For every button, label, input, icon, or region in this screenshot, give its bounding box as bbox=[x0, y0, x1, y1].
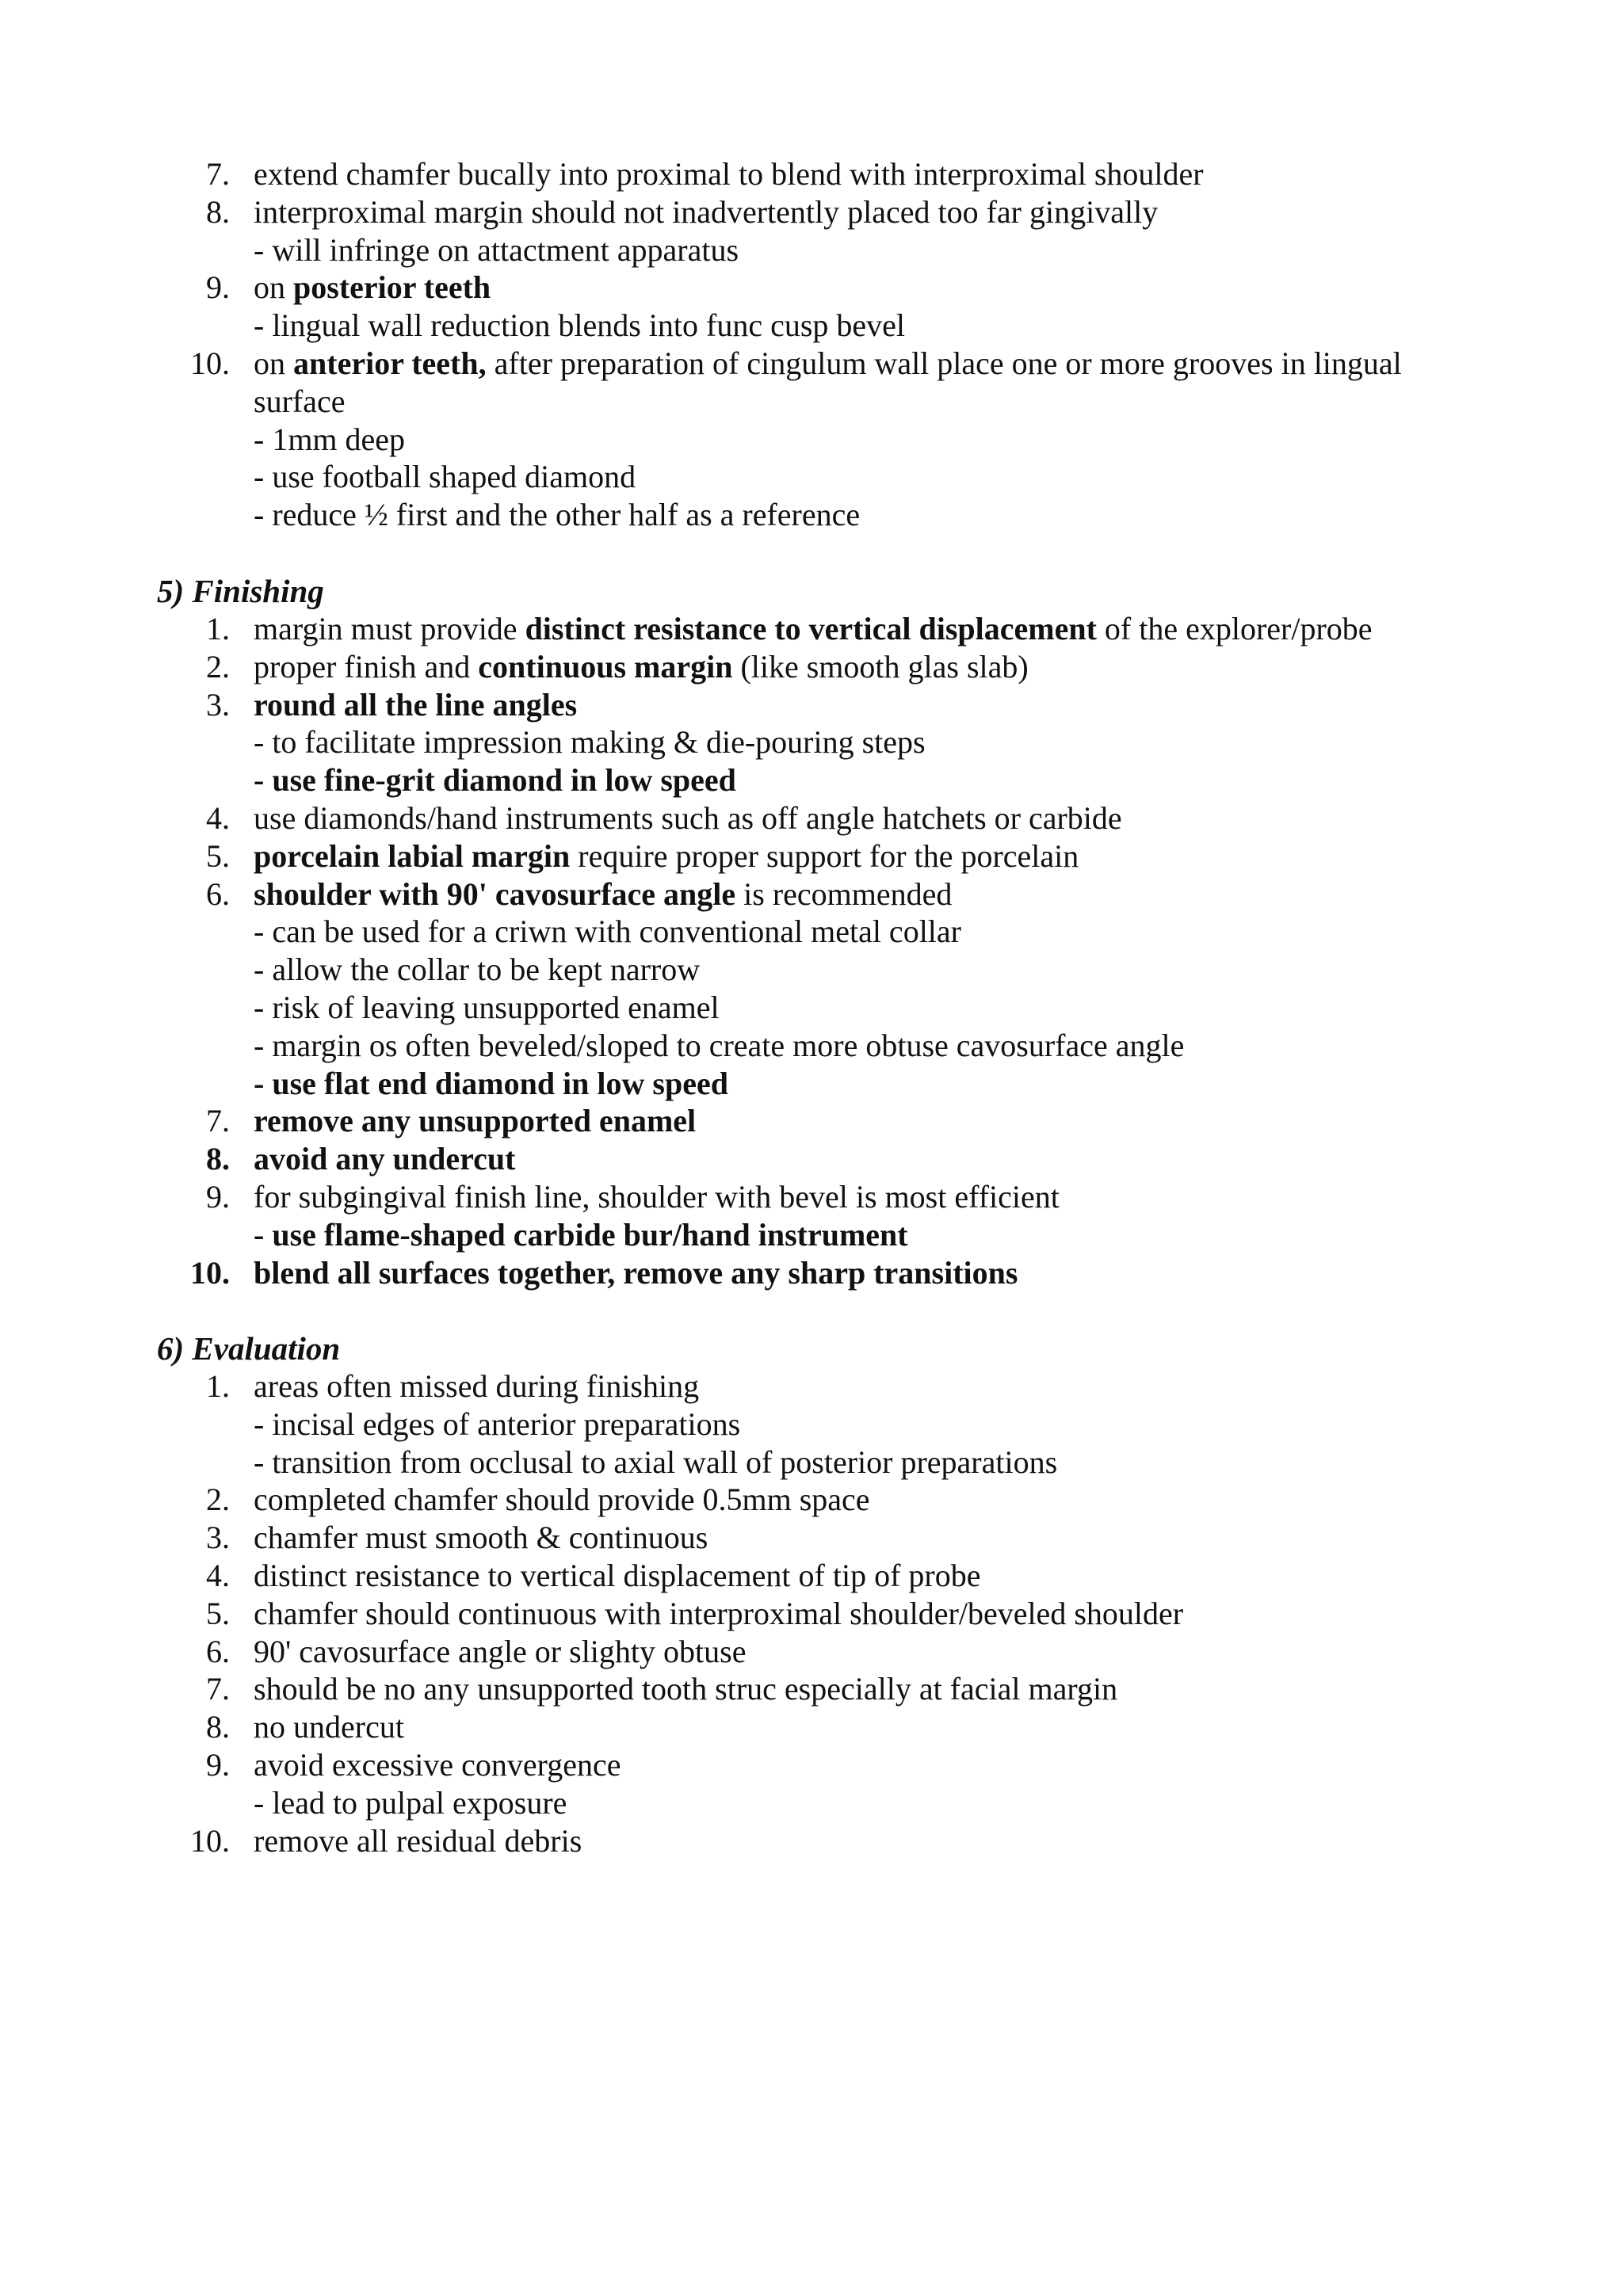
list-subitem bbox=[0, 1027, 1623, 1065]
list-item-text bbox=[254, 1405, 740, 1444]
list-item-text bbox=[254, 1633, 746, 1671]
list-item-number: 8. bbox=[206, 1141, 230, 1177]
list-item-text bbox=[254, 610, 1373, 648]
list-item-text bbox=[254, 1367, 699, 1405]
list-subitem bbox=[0, 1405, 1623, 1444]
text-run: on bbox=[254, 269, 293, 306]
list-item bbox=[0, 610, 1623, 648]
list-subitem bbox=[0, 421, 1623, 459]
list-item-text bbox=[254, 723, 926, 761]
text-run: (like smooth glas slab) bbox=[732, 648, 1029, 685]
list-subitem bbox=[0, 1216, 1623, 1254]
list-subitem bbox=[0, 1784, 1623, 1822]
list-item-number: 5. bbox=[206, 1595, 230, 1631]
list-item bbox=[0, 1254, 1623, 1292]
list-subitem bbox=[0, 723, 1623, 761]
list-item bbox=[0, 837, 1623, 875]
list-item bbox=[0, 1822, 1623, 1860]
bold-text-run: - use fine-grit diamond in low speed bbox=[254, 762, 736, 799]
list-item-text bbox=[254, 1254, 1018, 1292]
list-item bbox=[0, 1481, 1623, 1519]
bold-text-run: round all the line angles bbox=[254, 686, 578, 723]
text-run: 90' cavosurface angle or slighty obtuse bbox=[254, 1633, 747, 1669]
text-run: distinct resistance to vertical displacement of tip of probe bbox=[254, 1558, 981, 1593]
list-item-text bbox=[254, 383, 345, 421]
text-run: - reduce ½ first and the other half as a reference bbox=[254, 497, 861, 533]
list-subitem bbox=[0, 383, 1623, 421]
list-item-text bbox=[254, 648, 1029, 686]
list-item bbox=[0, 269, 1623, 307]
text-run: - to facilitate impression making & die-pouring steps bbox=[254, 724, 926, 761]
list-item-number: 8. bbox=[206, 193, 230, 230]
list-item-number: 10. bbox=[190, 345, 230, 381]
list-item-number: 4. bbox=[206, 1558, 230, 1593]
list-item-text bbox=[254, 1784, 567, 1822]
text-run: - will infringe on attactment apparatus bbox=[254, 231, 739, 268]
list-item-text bbox=[254, 1481, 870, 1519]
list-item-number: 2. bbox=[206, 648, 230, 685]
list-item-text bbox=[254, 1102, 696, 1140]
list-item-text bbox=[254, 951, 700, 989]
list-item-number: 8. bbox=[206, 1709, 230, 1745]
list-subitem bbox=[0, 496, 1623, 534]
list-item-text bbox=[254, 686, 577, 724]
list-item-text bbox=[254, 1216, 908, 1254]
list-item-text bbox=[254, 231, 739, 269]
list-item-number: 1. bbox=[206, 611, 230, 646]
text-run: no undercut bbox=[254, 1709, 404, 1745]
text-run: margin must provide bbox=[254, 611, 525, 646]
text-run: for subgingival finish line, shoulder with bevel is most efficient bbox=[254, 1179, 1060, 1215]
text-run: is recommended bbox=[735, 875, 953, 912]
list-subitem bbox=[0, 307, 1623, 345]
list-item-text bbox=[254, 799, 1122, 837]
list-item bbox=[0, 648, 1623, 686]
list-item bbox=[0, 1708, 1623, 1746]
list-item bbox=[0, 193, 1623, 231]
list-item-text bbox=[254, 1444, 1057, 1482]
list-item-number: 5. bbox=[206, 837, 230, 874]
list-item-text bbox=[254, 1557, 980, 1595]
list-item-number: 9. bbox=[206, 1747, 230, 1783]
list-item-number: 9. bbox=[206, 269, 230, 306]
text-run: - lead to pulpal exposure bbox=[254, 1784, 567, 1821]
text-run: on bbox=[254, 345, 293, 381]
text-run: - use football shaped diamond bbox=[254, 459, 636, 495]
bold-text-run: shoulder with 90' cavosurface angle bbox=[254, 875, 736, 912]
text-run: surface bbox=[254, 383, 346, 419]
list-item-text bbox=[254, 307, 905, 345]
list-item bbox=[0, 1633, 1623, 1671]
text-run: - lingual wall reduction blends into func cusp bevel bbox=[254, 307, 906, 344]
list-item-text bbox=[254, 875, 952, 913]
list-item-text bbox=[254, 1065, 728, 1103]
bold-text-run: avoid any undercut bbox=[254, 1141, 516, 1177]
list-subitem bbox=[0, 1444, 1623, 1482]
bold-text-run: distinct resistance to vertical displacement bbox=[525, 611, 1097, 646]
list-item-number: 9. bbox=[206, 1179, 230, 1215]
list-item-number: 7. bbox=[206, 1103, 230, 1139]
list-item bbox=[0, 1557, 1623, 1595]
text-run: - 1mm deep bbox=[254, 421, 406, 457]
list-item-text bbox=[254, 269, 491, 307]
bold-text-run: blend all surfaces together, remove any sharp transitions bbox=[254, 1254, 1018, 1291]
list-item bbox=[0, 875, 1623, 913]
list-subitem bbox=[0, 989, 1623, 1027]
list-item-text bbox=[254, 458, 636, 496]
list-item bbox=[0, 1102, 1623, 1140]
text-run: extend chamfer bucally into proximal to blend with interproximal shoulder bbox=[254, 156, 1204, 192]
list-item bbox=[0, 1367, 1623, 1405]
list-item-text bbox=[254, 496, 860, 534]
list-item-number: 10. bbox=[190, 1254, 230, 1291]
text-run: - can be used for a criwn with conventional metal collar bbox=[254, 913, 961, 950]
list-item-number: 6. bbox=[206, 875, 230, 912]
bold-text-run: - use flat end diamond in low speed bbox=[254, 1065, 728, 1101]
list-item-number: 7. bbox=[206, 156, 230, 192]
text-run: remove all residual debris bbox=[254, 1822, 582, 1859]
list-item-text bbox=[254, 1140, 515, 1178]
list-item bbox=[0, 1670, 1623, 1708]
list-item-number: 7. bbox=[206, 1671, 230, 1707]
list-item-number: 2. bbox=[206, 1482, 230, 1518]
list-item-text bbox=[254, 1670, 1117, 1708]
text-run: - allow the collar to be kept narrow bbox=[254, 952, 701, 988]
list-item-text bbox=[254, 989, 720, 1027]
list-item-number: 6. bbox=[206, 1633, 230, 1669]
list-item-text bbox=[254, 421, 405, 459]
text-run: interproximal margin should not inadvertently placed too far gingivally bbox=[254, 193, 1159, 230]
text-run: - margin os often beveled/sloped to create more obtuse cavosurface angle bbox=[254, 1027, 1185, 1063]
section-title-evaluation: 6) Evaluation bbox=[157, 1330, 341, 1367]
list-item-text bbox=[254, 345, 1402, 383]
text-run: avoid excessive convergence bbox=[254, 1747, 621, 1783]
list-item-text bbox=[254, 1027, 1184, 1065]
list-item-text bbox=[254, 193, 1158, 231]
bold-text-run: remove any unsupported enamel bbox=[254, 1103, 697, 1139]
section-title-finishing: 5) Finishing bbox=[157, 573, 324, 609]
list-item-text bbox=[254, 1595, 1183, 1633]
list-item-number: 3. bbox=[206, 686, 230, 723]
list-item bbox=[0, 345, 1623, 383]
list-item bbox=[0, 155, 1623, 193]
text-run: completed chamfer should provide 0.5mm space bbox=[254, 1482, 870, 1518]
text-run: chamfer should continuous with interproximal shoulder/beveled shoulder bbox=[254, 1595, 1184, 1631]
text-run: proper finish and bbox=[254, 648, 479, 685]
list-item bbox=[0, 686, 1623, 724]
bold-text-run: - use flame-shaped carbide bur/hand instrument bbox=[254, 1216, 908, 1253]
list-item-text bbox=[254, 1746, 621, 1784]
list-item-text bbox=[254, 837, 1079, 875]
list-subitem bbox=[0, 458, 1623, 496]
text-run: areas often missed during finishing bbox=[254, 1368, 700, 1404]
list-item bbox=[0, 1746, 1623, 1784]
text-run: - incisal edges of anterior preparations bbox=[254, 1405, 741, 1442]
list-item-number: 10. bbox=[190, 1822, 230, 1859]
list-item bbox=[0, 1519, 1623, 1557]
list-item-text bbox=[254, 155, 1204, 193]
bold-text-run: anterior teeth, bbox=[293, 345, 487, 381]
list-item-number: 4. bbox=[206, 800, 230, 836]
text-run: require proper support for the porcelain bbox=[570, 837, 1079, 874]
list-subitem bbox=[0, 951, 1623, 989]
list-subitem bbox=[0, 761, 1623, 799]
list-item bbox=[0, 1178, 1623, 1216]
bold-text-run: porcelain labial margin bbox=[254, 837, 571, 874]
list-item-text bbox=[254, 1708, 404, 1746]
text-run: use diamonds/hand instruments such as off angle hatchets or carbide bbox=[254, 800, 1122, 836]
text-run: chamfer must smooth & continuous bbox=[254, 1520, 708, 1556]
list-item-text bbox=[254, 1178, 1060, 1216]
text-run: should be no any unsupported tooth struc especially at facial margin bbox=[254, 1671, 1118, 1707]
bold-text-run: posterior teeth bbox=[293, 269, 491, 306]
list-item bbox=[0, 799, 1623, 837]
list-item-number: 3. bbox=[206, 1520, 230, 1556]
list-item-text bbox=[254, 1822, 582, 1860]
list-subitem bbox=[0, 1065, 1623, 1103]
list-item-text bbox=[254, 913, 961, 951]
list-item bbox=[0, 1140, 1623, 1178]
text-run: of the explorer/probe bbox=[1096, 611, 1373, 646]
text-run: after preparation of cingulum wall place one or more grooves in lingual bbox=[486, 345, 1402, 381]
text-run: - transition from occlusal to axial wall of posterior preparations bbox=[254, 1444, 1058, 1480]
list-item-number: 1. bbox=[206, 1368, 230, 1404]
bold-text-run: continuous margin bbox=[478, 648, 733, 685]
list-subitem bbox=[0, 913, 1623, 951]
list-item bbox=[0, 1595, 1623, 1633]
text-run: - risk of leaving unsupported enamel bbox=[254, 990, 720, 1025]
list-subitem bbox=[0, 231, 1623, 269]
list-item-text bbox=[254, 1519, 708, 1557]
list-item-text bbox=[254, 761, 736, 799]
